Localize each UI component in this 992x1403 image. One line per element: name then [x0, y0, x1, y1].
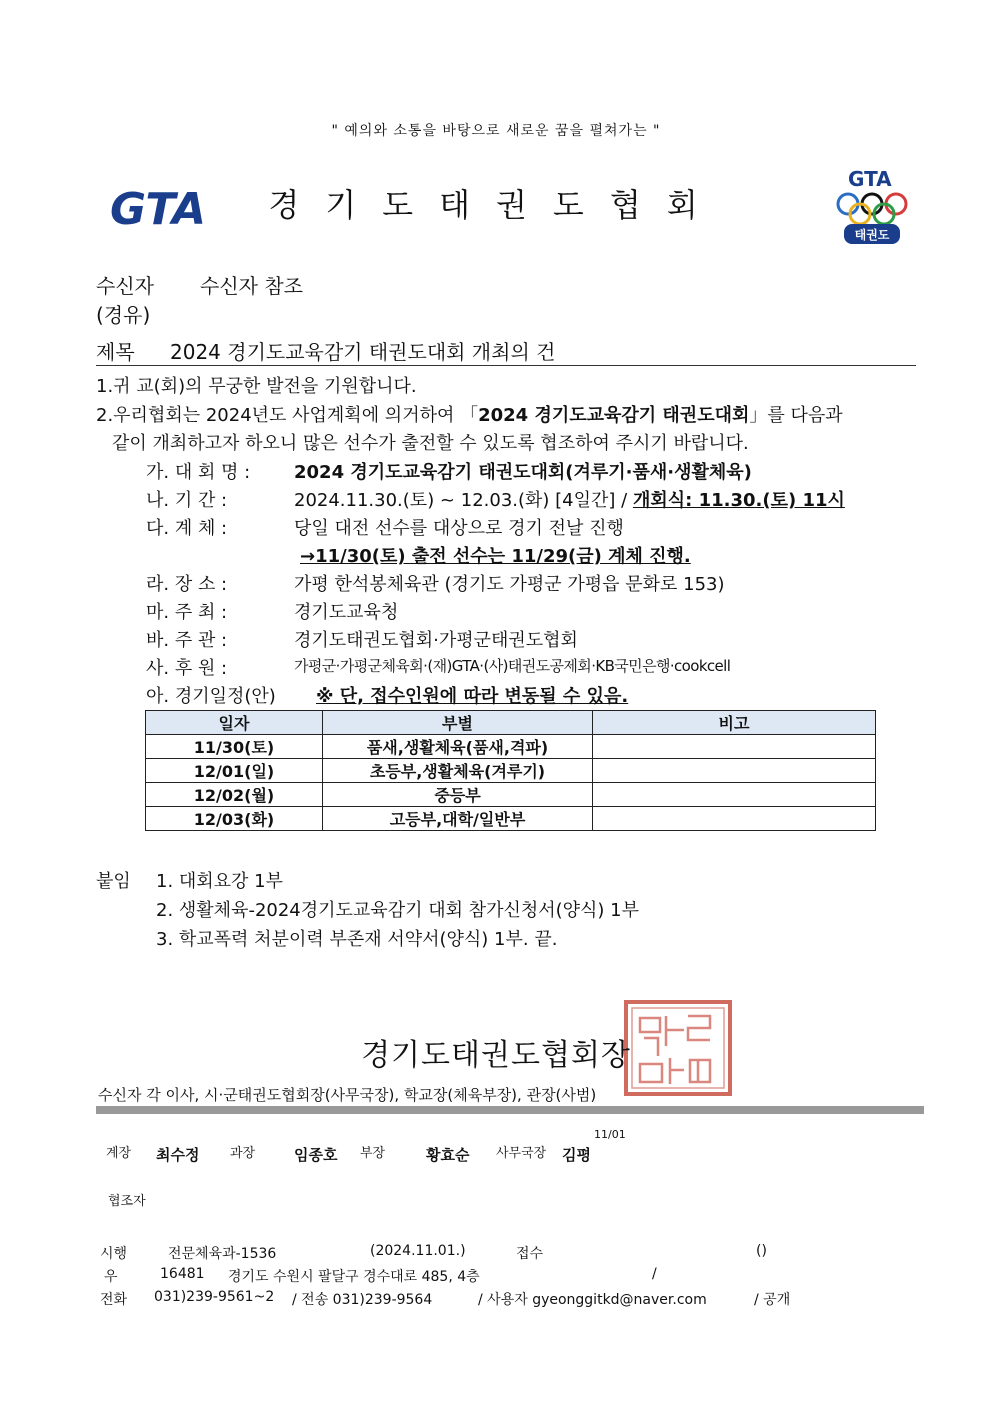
footer-postal-label: 우 [104, 1269, 118, 1285]
attachment-item: 1. 대회요강 1부 [156, 871, 284, 892]
p2-text-a: 2.우리협회는 2024년도 사업계획에 의거하여 「 [96, 405, 479, 426]
subject-divider [96, 365, 916, 366]
item-venue-label: 라. 장 소 : [146, 574, 228, 595]
divider-band [96, 1106, 924, 1114]
schedule-remarks [593, 735, 876, 759]
attachments-label: 붙임 [96, 871, 131, 892]
paragraph-2-line-2: 같이 개최하고자 하오니 많은 선수가 출전할 수 있도록 협조하여 주시기 바랍니다. [112, 433, 749, 454]
approval-name: 임종호 [294, 1146, 338, 1164]
subject-label: 제목 [96, 340, 135, 364]
gta-olympic-logo [832, 160, 912, 250]
recipient-value: 수신자 참조 [200, 274, 303, 298]
approval-name: 김평 [562, 1146, 591, 1164]
item-sponsor-label: 사. 후 원 : [146, 658, 228, 679]
item-host-label: 마. 주 최 : [146, 602, 228, 623]
recipient-via: (경유) [96, 303, 151, 327]
footer-receipt-label: 접수 [516, 1246, 544, 1262]
item-sponsor-value: 가평군·가평군체육회·(재)GTA·(사)태권도공제회·KB국민은행·cookcell [294, 657, 731, 675]
footer-fax: / 전송 031)239-9564 [292, 1292, 433, 1308]
item-schedule-note: ※ 단, 접수인원에 따라 변동될 수 있음. [316, 686, 629, 707]
approval-role: 부장 [360, 1146, 386, 1161]
schedule-date: 12/03(화) [146, 807, 323, 831]
recipient-label: 수신자 [96, 274, 154, 298]
org-title: 경기도태권도협회 [268, 186, 724, 224]
footer-enforce-label: 시행 [100, 1246, 128, 1262]
approval-role: 사무국장 [496, 1146, 547, 1161]
cooperator-label: 협조자 [108, 1194, 146, 1209]
paragraph-1: 1.귀 교(회)의 무궁한 발전을 기원합니다. [96, 376, 417, 397]
schedule-date: 12/02(월) [146, 783, 323, 807]
schedule-header-row [146, 711, 876, 735]
footer-address-sep: / [652, 1266, 657, 1282]
footer-phone: 031)239-9561~2 [154, 1289, 275, 1305]
item-event-name-value: 2024 경기도교육감기 태권도대회(겨루기·품새·생활체육) [294, 462, 752, 483]
p2-event-name: 2024 경기도교육감기 태권도대회 [478, 405, 750, 426]
schedule-table [145, 710, 876, 831]
footer-address: 경기도 수원시 팔달구 경수대로 485, 4층 [228, 1269, 480, 1285]
signer-title: 경기도태권도협회장 [361, 1038, 631, 1073]
logo-right-badge: 태권도 [854, 228, 890, 242]
table-row [146, 759, 876, 783]
item-weighin-value: 당일 대전 선수를 대상으로 경기 전날 진행 [294, 518, 624, 539]
approval-name: 최수정 [156, 1146, 200, 1164]
footer-doc-number: 전문체육과-1536 [168, 1246, 277, 1262]
item-schedule-label: 아. 경기일정(안) [146, 686, 276, 707]
schedule-header-date: 일자 [146, 711, 323, 735]
schedule-header-division: 부별 [323, 711, 593, 735]
period-dates: 2024.11.30.(토) ~ 12.03.(화) [4일간] / [294, 490, 633, 511]
schedule-remarks [593, 759, 876, 783]
schedule-date: 12/01(일) [146, 759, 323, 783]
item-event-name-label: 가. 대 회 명 : [146, 462, 251, 483]
item-weighin-label: 다. 계 체 : [146, 518, 228, 539]
approval-date: 11/01 [594, 1128, 626, 1141]
motto: " 예의와 소통을 바탕으로 새로운 꿈을 펼쳐가는 " [331, 123, 661, 139]
logo-right-text: GTA [848, 167, 892, 191]
opening-ceremony: 개회식: 11.30.(토) 11시 [632, 490, 845, 511]
item-period-label: 나. 기 간 : [146, 490, 228, 511]
schedule-division: 중등부 [323, 783, 593, 807]
item-organizer-value: 경기도태권도협회·가평군태권도협회 [294, 630, 578, 651]
item-venue-value: 가평 한석봉체육관 (경기도 가평군 가평읍 문화로 153) [294, 574, 725, 595]
approval-name: 황효순 [426, 1146, 470, 1164]
approval-role: 계장 [106, 1146, 132, 1161]
logo-left-text: GTA [110, 184, 206, 235]
attachment-item: 2. 생활체육-2024경기도교육감기 대회 참가신청서(양식) 1부 [156, 900, 640, 921]
schedule-division: 고등부,대학/일반부 [323, 807, 593, 831]
table-row [146, 735, 876, 759]
paragraph-2-line-1 [96, 401, 843, 427]
schedule-division: 초등부,생활체육(겨루기) [323, 759, 593, 783]
approval-role: 과장 [230, 1146, 256, 1161]
footer-phone-label: 전화 [100, 1292, 128, 1308]
item-weighin-note: →11/30(토) 출전 선수는 11/29(금) 계체 진행. [300, 546, 691, 567]
schedule-remarks [593, 807, 876, 831]
subject-value: 2024 경기도교육감기 태권도대회 개최의 건 [170, 340, 556, 364]
schedule-division: 품새,생활체육(품새,격파) [323, 735, 593, 759]
schedule-header-remarks: 비고 [593, 711, 876, 735]
footer-email: / 사용자 gyeonggitkd@naver.com [478, 1292, 707, 1308]
item-organizer-label: 바. 주 관 : [146, 630, 228, 651]
footer-postal-code: 16481 [160, 1266, 205, 1282]
attachment-item: 3. 학교폭력 처분이력 부존재 서약서(양식) 1부. 끝. [156, 929, 558, 950]
schedule-remarks [593, 783, 876, 807]
schedule-date: 11/30(토) [146, 735, 323, 759]
table-row [146, 783, 876, 807]
item-period-value [294, 486, 845, 512]
item-host-value: 경기도교육청 [294, 602, 399, 623]
recipients-line: 수신자 각 이사, 시·군태권도협회장(사무국장), 학교장(체육부장), 관장(사범) [98, 1086, 597, 1104]
footer-disclosure: / 공개 [754, 1292, 791, 1308]
footer-date: (2024.11.01.) [370, 1243, 466, 1259]
footer-receipt-value: () [756, 1243, 767, 1259]
table-row [146, 807, 876, 831]
p2-text-c: 」를 다음과 [749, 405, 843, 426]
